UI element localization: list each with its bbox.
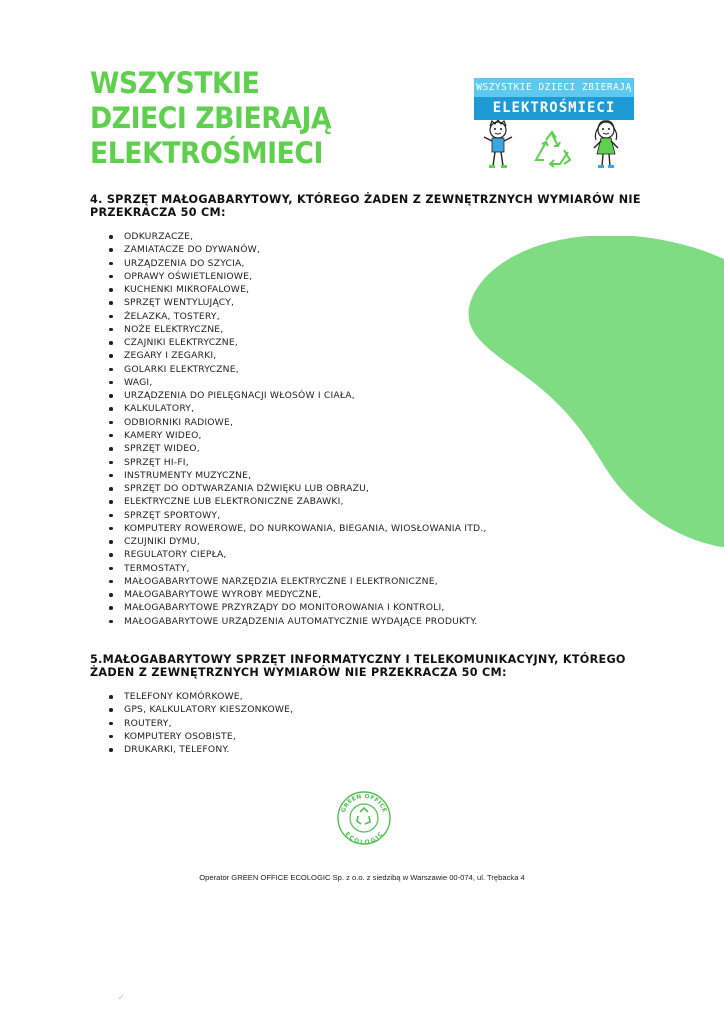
- green-office-ecologic-stamp: [336, 790, 392, 846]
- list-item: INSTRUMENTY MUZYCZNE,: [106, 469, 487, 482]
- list-item: SPRZĘT WENTYLUJĄCY,: [106, 296, 487, 309]
- elektrosmieci-logo: [474, 78, 634, 172]
- list-item: GPS, KALKULATORY KIESZONKOWE,: [106, 703, 293, 716]
- decorative-green-blob: [468, 236, 724, 548]
- logo-tagline: WSZYSTKIE DZIECI ZBIERAJĄ: [474, 78, 634, 97]
- section-4-heading: 4. SPRZĘT MAŁOGABARYTOWY, KTÓREGO ŻADEN Z ZEWNĘTRZNYCH WYMIARÓW NIE PRZEKRACZA 50 CM:: [90, 193, 641, 219]
- boy-figure-icon: [484, 120, 512, 168]
- stamp-recycle-icon: [357, 808, 370, 824]
- footer-operator-text: Operator GREEN OFFICE ECOLOGIC Sp. z o.o. z siedzibą w Warszawie 00-074, ul. Trębacka 4: [199, 873, 525, 882]
- page-title-line-3: ELEKTROŚMIECI: [90, 136, 324, 170]
- list-item: CZAJNIKI ELEKTRYCZNE,: [106, 336, 487, 349]
- list-item: ZEGARY I ZEGARKI,: [106, 349, 487, 362]
- list-item: URZĄDZENIA DO PIELĘGNACJI WŁOSÓW I CIAŁA,: [106, 389, 487, 402]
- list-item: MAŁOGABARYTOWE URZĄDZENIA AUTOMATYCZNIE WYDAJĄCE PRODUKTY.: [106, 615, 487, 628]
- list-item: WAGI,: [106, 376, 487, 389]
- stamp-bottom-text: ECOLOGIC: [343, 831, 385, 846]
- list-item: SPRZĘT DO ODTWARZANIA DŹWIĘKU LUB OBRAZU,: [106, 482, 487, 495]
- list-item: OPRAWY OŚWIETLENIOWE,: [106, 270, 487, 283]
- list-item: ODKURZACZE,: [106, 230, 487, 243]
- list-item: REGULATORY CIEPŁA,: [106, 548, 487, 561]
- list-item: KUCHENKI MIKROFALOWE,: [106, 283, 487, 296]
- logo-illustration: [474, 120, 634, 172]
- girl-figure-icon: [594, 121, 618, 168]
- recycle-icon: [536, 132, 570, 167]
- list-item: ROUTERY,: [106, 717, 293, 730]
- list-item: ODBIORNIKI RADIOWE,: [106, 416, 487, 429]
- list-item: TERMOSTATY,: [106, 562, 487, 575]
- page-title: [90, 66, 331, 171]
- list-item: NOŻE ELEKTRYCZNE,: [106, 323, 487, 336]
- list-item: KAMERY WIDEO,: [106, 429, 487, 442]
- list-item: SPRZĘT HI-FI,: [106, 456, 487, 469]
- list-item: SPRZĘT WIDEO,: [106, 442, 487, 455]
- list-item: MAŁOGABARYTOWE PRZYRZĄDY DO MONITOROWANIA I KONTROLI,: [106, 601, 487, 614]
- page-title-line-2: DZIECI ZBIERAJĄ: [90, 101, 332, 135]
- page-title-line-1: WSZYSTKIE: [90, 66, 260, 100]
- list-item: CZUJNIKI DYMU,: [106, 535, 487, 548]
- list-item: KALKULATORY,: [106, 402, 487, 415]
- scan-mark: [118, 994, 124, 1000]
- list-item: ELEKTRYCZNE LUB ELEKTRONICZNE ZABAWKI,: [106, 495, 487, 508]
- list-item: ŻELAZKA, TOSTERY,: [106, 310, 487, 323]
- list-item: URZĄDZENIA DO SZYCIA,: [106, 257, 487, 270]
- logo-name: ELEKTROŚMIECI: [474, 97, 634, 120]
- list-item: KOMPUTERY ROWEROWE, DO NURKOWANIA, BIEGANIA, WIOSŁOWANIA ITD.,: [106, 522, 487, 535]
- list-item: MAŁOGABARYTOWE NARZĘDZIA ELEKTRYCZNE I ELEKTRONICZNE,: [106, 575, 487, 588]
- list-item: SPRZĘT SPORTOWY,: [106, 509, 487, 522]
- section-4-list: [106, 230, 487, 628]
- list-item: ZAMIATACZE DO DYWANÓW,: [106, 243, 487, 256]
- list-item: MAŁOGABARYTOWE WYROBY MEDYCZNE,: [106, 588, 487, 601]
- list-item: TELEFONY KOMÓRKOWE,: [106, 690, 293, 703]
- section-5-heading: 5.MAŁOGABARYTOWY SPRZĘT INFORMATYCZNY I TELEKOMUNIKACYJNY, KTÓREGO ŻADEN Z ZEWNĘTRZNYCH WYMIARÓW NIE PRZEKRACZA 50 CM:: [90, 653, 626, 679]
- list-item: KOMPUTERY OSOBISTE,: [106, 730, 293, 743]
- list-item: DRUKARKI, TELEFONY.: [106, 743, 293, 756]
- stamp-top-text: GREEN OFFICE: [340, 793, 388, 814]
- list-item: GOLARKI ELEKTRYCZNE,: [106, 363, 487, 376]
- section-5-list: [106, 690, 293, 756]
